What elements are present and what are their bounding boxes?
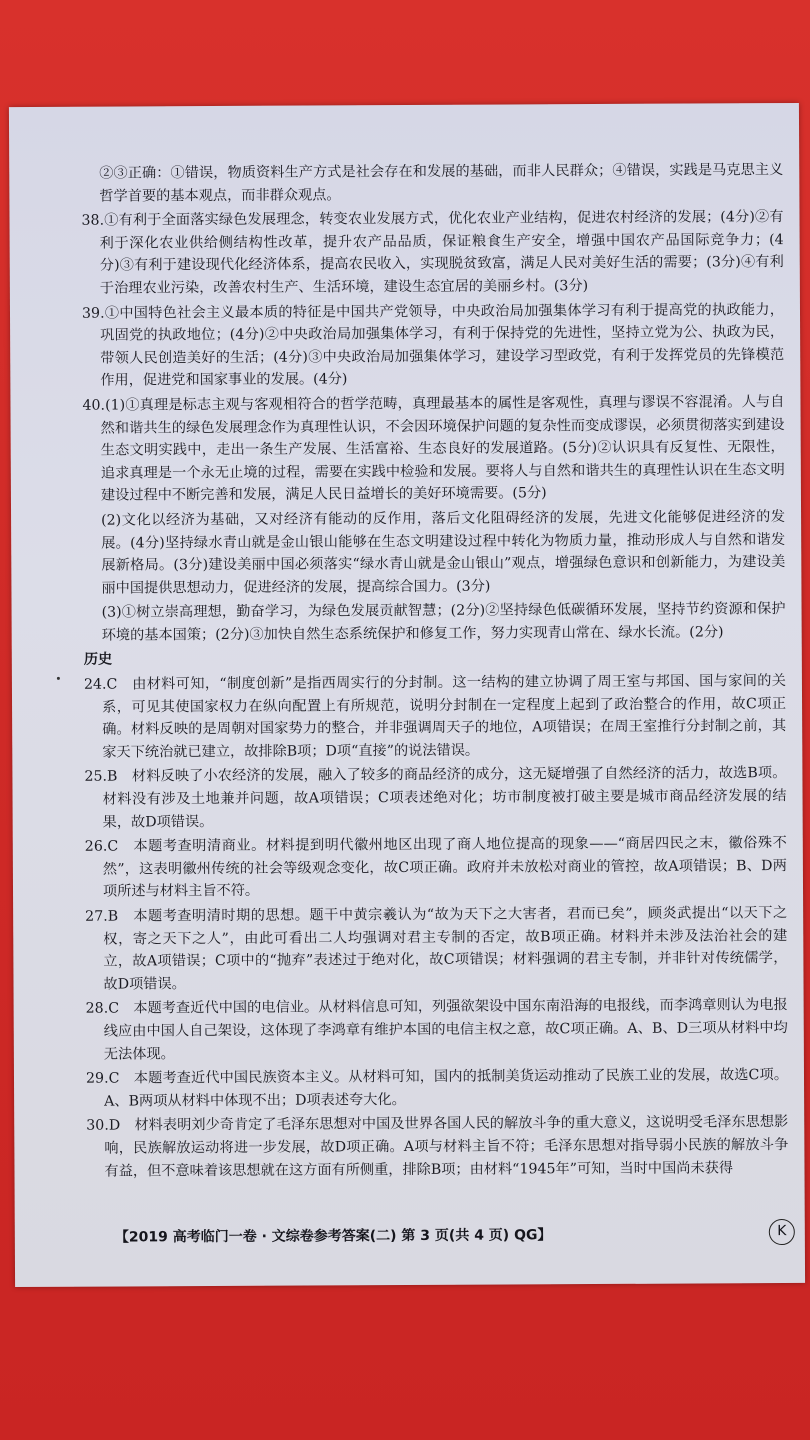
answer-text: 本题考查近代中国的电信业。从材料信息可知，列强欲架设中国东南沿海的电报线，而李鸿章则认为电报线应由中国人自己架设，这体现了李鸿章有维护本国的电信主权之意，故C项正确。A、B、D三项从材料中均无法体现。 [103,997,788,1063]
question-number: 30.D [86,1117,121,1135]
question-number: 25.B [84,768,118,786]
answer-29 [86,1064,788,1113]
circled-k-mark: K [769,1219,795,1245]
answer-40-part-3: (3)①树立崇高理想，勤奋学习，为绿色发展贡献智慧；(2分)②坚持绿色低碳循环发展，坚持节约资源和保护环境的基本国策；(2分)③加快自然生态系统保护和修复工作，努力实现青山常在、绿水长流。(2分) [101,601,786,644]
answer-text: 由材料可知，“制度创新”是指西周实行的分封制。这一结构的建立协调了周王室与邦国、国与家间的关系，可见其使国家权力在纵向配置上有所规范，说明分封制在一定程度上起到了政治整合的作用，故C项正确。材料反映的是周朝对国家势力的整合，并非强调周天子的地位，A项错误；在周王室推行分封制之前，其家天下统治就已建立，故排除B项；D项“直接”的说法错误。 [102,673,787,761]
answer-text: ①中国特色社会主义最本质的特征是中国共产党领导，中央政治局加强集体学习有利于提高党的执政能力，巩固党的执政地位；(4分)②中央政治局加强集体学习，有利于保持党的先进性，坚持立党为公、执政为民，带领人民创造美好的生活；(4分)③中央政治局加强集体学习，建设学习型政党，有利于发挥党员的先锋模范作用，促进党和国家事业的发展。(4分) [100,301,785,389]
answer-text: 本题考查明清商业。材料提到明代徽州地区出现了商人地位提高的现象——“商居四民之末，徽俗殊不然”，这表明徽州传统的社会等级观念变化，故C项正确。政府并未放松对商业的管控，故A项错误；B、D两项所述与材料主旨不符。 [102,835,787,901]
page-content [81,159,788,1185]
answer-25 [84,762,786,833]
answer-40-part-2: (2)文化以经济为基础，又对经济有能动的反作用，落后文化阻碍经济的发展，先进文化能够促进经济的发展。(4分)坚持绿水青山就是金山银山能够在生态文明建设过程中转化为物质力量，推动形成人与自然和谐发展新格局。(3分)建设美丽中国必须落实“绿水青山就是金山银山”观点，增强绿色意识和创新能力，为建设美丽中国提供思想动力，促进经济的发展，提高综合国力。(3分) [101,508,786,597]
answer-text: 材料表明刘少奇肯定了毛泽东思想对中国及世界各国人民的解放斗争的重大意义，这说明受毛泽东思想影响，民族解放运动将进一步发展，故D项正确。A项与材料主旨不符；毛泽东思想对指导弱小民族的解放斗争有益，但不意味着该思想就在这方面有所侧重，排除B项；由材料“1945年”可知，当时中国尚未获得 [104,1114,789,1180]
footer-text: 【2019 高考临门一卷 · 文综卷参考答案(二) 第 3 页(共 4 页) QG】 [114,1227,552,1246]
answer-28 [86,994,788,1065]
previous-answer-tail: ②③正确：①错误，物质资料生产方式是社会存在和发展的基础，而非人民群众；④错误，实践是马克思主义哲学首要的基本观点，而非群众观点。 [99,162,784,205]
answer-text: 本题考查近代中国民族资本主义。从材料可知，国内的抵制美货运动推动了民族工业的发展，故选C项。A、B两项从材料中体现不出；D项表述夸大化。 [104,1067,789,1110]
question-number: 40. [82,397,106,414]
question-number: 29.C [85,1070,120,1087]
question-number: 27.B [85,908,119,925]
ink-speck [57,677,60,680]
answer-26 [85,832,787,903]
answer-text: 本题考查明清时期的思想。题干中黄宗羲认为“故为天下之大害者，君而已矣”，顾炎武提出“以天下之权，寄之天下之人”，由此可看出二人均强调对君主专制的否定，故B项正确。材料并未涉及法治社会的建立，故A项错误；C项中的“抛弃”表述过于绝对化，故C项错误；材料强调的君主专制，并非针对传统儒学，故D项错误。 [103,905,788,993]
answer-40 [82,391,785,508]
page-footer [115,1223,795,1247]
answer-27 [85,902,787,996]
answer-text: (1)①真理是标志主观与客观相符合的哲学范畴，真理最基本的属性是客观性，真理与谬误不容混淆。人与自然和谐共生的绿色发展理念作为真理性认识，不会因环境保护问题的复杂性而变成谬误，必须贯彻落实到建设生态文明实践中，走出一条生产发展、生活富裕、生态良好的发展道路。(5分)②认识具有反复性、无限性，追求真理是一个永无止境的过程，需要在实践中检验和发展。要将人与自然和谐共生的真理性认识在生态文明建设过程中不断完善和发展，满足人民日益增长的美好环境需要。(5分) [100,393,785,504]
answer-30 [86,1111,788,1182]
answer-text: ①有利于全面落实绿色发展理念，转变农业发展方式，优化农业产业结构，促进农村经济的发展；(4分)②有利于深化农业供给侧结构性改革，提升农产品品质，保证粮食生产安全，增强中国农产品国际竞争力；(4分)③有利于建设现代化经济体系，提高农民收入，实现脱贫致富，满足人民对美好生活的需要；(3分)④有利于治理农业污染，改善农村生产、生活环境，建设生态宜居的美丽乡村。(3分) [99,209,784,297]
answer-sheet-page [9,103,805,1287]
question-number: 39. [81,305,105,322]
answer-24 [84,670,786,764]
question-number: 28.C [85,1000,120,1018]
question-number: 24.C [83,676,118,693]
question-number: 38. [81,212,105,229]
answer-text: 材料反映了小农经济的发展，融入了较多的商品经济的成分，这无疑增强了自然经济的活力，故选B项。材料没有涉及土地兼并问题，故A项错误；C项表述绝对化；坊市制度被打破主要是城市商品经济发展的结果，故D项错误。 [102,765,787,831]
answer-39 [82,299,784,393]
answer-38 [81,206,783,300]
question-number: 26.C [84,838,119,855]
section-title-history: 历史 [83,652,113,669]
